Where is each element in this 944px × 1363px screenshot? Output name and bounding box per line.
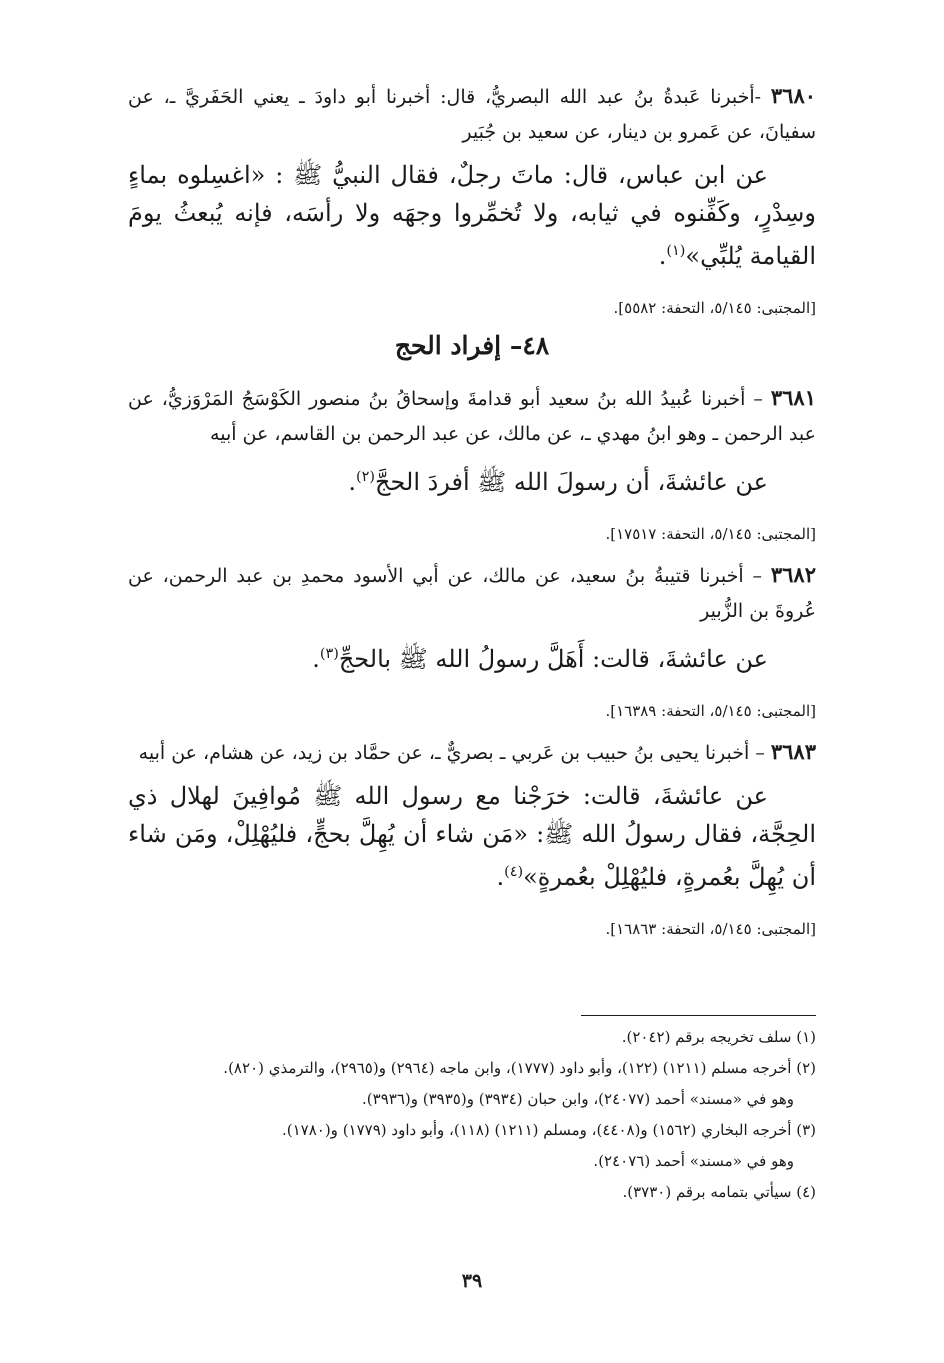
hadith-3683 — [128, 734, 816, 938]
isnad-text: – أخبرنا عُبيدُ الله بنُ سعيد أبو قدامةَ وإسحاقُ بنُ منصور الكَوْسَجُ المَرْوَزيُّ، عن عبد الرحمن ـ وهو ابنُ مهدي ـ، عن مالك، عن عبد الرحمن بن القاسم، عن أبيه — [128, 388, 816, 445]
footnote-mark: (٣) — [319, 646, 339, 662]
hadith-3681 — [128, 380, 816, 543]
page-number: ٣٩ — [461, 1270, 483, 1292]
hadith-matn — [128, 156, 816, 275]
hadith-3682 — [128, 557, 816, 720]
hadith-isnad — [128, 380, 816, 452]
footnote-separator — [581, 1015, 816, 1016]
hadith-reference: [المجتبى: ٥/١٤٥، التحفة: ٥٥٨٢]. — [613, 299, 816, 317]
footnote-4: (٤) سيأتي بتمامه برقم (٣٧٣٠). — [622, 1183, 816, 1201]
footnote-2-continued: وهو في «مسند» أحمد (٢٤٠٧٧)، وابن حبان (٣٩٣٤) و(٣٩٣٥) و(٣٩٣٦). — [362, 1090, 794, 1108]
footnote-3: (٣) أخرجه البخاري (١٥٦٢) و(٤٤٠٨)، ومسلم (١٢١١) (١١٨)، وأبو داود (١٧٧٩) و(١٧٨٠). — [281, 1121, 816, 1139]
matn-end: . — [658, 242, 667, 270]
hadith-number: ٣٦٨٠ — [770, 83, 817, 108]
matn-text: عن عائشةَ، قالت: خرَجْنا مع رسول الله ﷺ مُوافِينَ لهلال ذي الحِجَّة، فقال رسولُ الله ﷺ: «مَن شاء أن يُهِلَّ بحجٍّ، فليُهْلِلْ، ومَن شاء أن يُهِلَّ بعُمرةٍ، فليُهْلِلْ بعُمرةٍ» — [128, 782, 816, 891]
isnad-text: -أخبرنا عَبدةُ بنُ عبد الله البصريُّ، قال: أخبرنا أبو داودَ ـ يعني الحَفَريَّ ـ، عن سفيانَ، عن عَمرو بن دينار، عن سعيد بن جُبَير — [128, 86, 816, 143]
footnotes — [128, 1022, 816, 1208]
hadith-matn — [128, 635, 816, 678]
footnote-mark: (١) — [666, 243, 686, 259]
footnote-mark: (٤) — [504, 864, 524, 880]
isnad-text: – أخبرنا قتيبةُ بنُ سعيد، عن مالك، عن أبي الأسود محمدِ بن عبد الرحمن، عن عُروةَ بن الزُّبير — [128, 565, 816, 622]
hadith-reference: [المجتبى: ٥/١٤٥، التحفة: ١٦٣٨٩]. — [605, 702, 816, 720]
main-text — [128, 78, 816, 952]
hadith-isnad — [128, 557, 816, 629]
hadith-matn — [128, 777, 816, 896]
matn-end: . — [348, 468, 357, 496]
hadith-number: ٣٦٨١ — [770, 385, 816, 410]
footnote-1: (١) سلف تخريجه برقم (٢٠٤٢). — [621, 1028, 816, 1046]
matn-text: عن عائشةَ، قالت: أَهَلَّ رسولُ الله ﷺ بالحجِّ — [338, 645, 768, 673]
hadith-matn — [128, 458, 816, 501]
hadith-reference: [المجتبى: ٥/١٤٥، التحفة: ١٦٨٦٣]. — [605, 920, 816, 938]
footnote-3-continued: وهو في «مسند» أحمد (٢٤٠٧٦). — [593, 1152, 794, 1170]
matn-text: عن ابن عباس، قال: ماتَ رجلٌ، فقال النبيُّ ﷺ : «اغسِلوه بماءٍ وسِدْرٍ، وكَفِّنوه في ثيابه، ولا تُخمِّروا وجهَه ولا رأسَه، فإنه يُبعثُ يومَ القيامة يُلبِّي» — [128, 161, 816, 270]
hadith-reference: [المجتبى: ٥/١٤٥، التحفة: ١٧٥١٧]. — [605, 525, 816, 543]
matn-text: عن عائشةَ، أن رسولَ الله ﷺ أفردَ الحجَّ — [375, 468, 768, 496]
hadith-isnad — [128, 734, 816, 771]
hadith-3680 — [128, 78, 816, 317]
footnote-2: (٢) أخرجه مسلم (١٢١١) (١٢٢)، وأبو داود (١٧٧٧)، وابن ماجه (٢٩٦٤) و(٢٩٦٥)، والترمذي (٨٢٠). — [223, 1059, 816, 1077]
hadith-isnad — [128, 78, 816, 150]
hadith-number: ٣٦٨٢ — [770, 562, 816, 587]
matn-end: . — [312, 645, 320, 673]
hadith-number: ٣٦٨٣ — [770, 739, 816, 764]
footnote-mark: (٢) — [356, 469, 376, 485]
matn-end: . — [496, 863, 505, 891]
isnad-text: – أخبرنا يحيى بنُ حبيب بن عَربي ـ بصريٌّ ـ، عن حمَّاد بن زيد، عن هشام، عن أبيه — [138, 742, 765, 764]
chapter-heading: ٤٨– إفراد الحج — [394, 331, 550, 360]
